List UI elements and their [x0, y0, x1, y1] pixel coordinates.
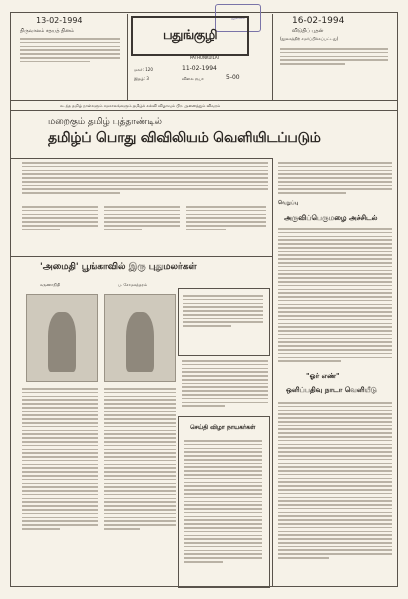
- top-border: [10, 12, 398, 13]
- right-date-line2: (நூலகத்திற் சமர்ப்பிக்கப்பட்டது): [280, 36, 339, 41]
- right-date-line1: விடுதிப் புதன்: [292, 28, 324, 34]
- masthead-subtitle: PATHUNKUILAI: [190, 55, 219, 60]
- masthead-logo: [131, 16, 249, 56]
- kicker: மறைகும் தமிழ் புத்தாண்டில்: [48, 117, 162, 127]
- sub-heading-2: அருவிப்பெருமழை அச்சிடல்: [284, 214, 378, 222]
- column-divider-right: [272, 158, 273, 586]
- price-label: விலை ரூபா: [182, 76, 204, 81]
- notice-box: [178, 288, 270, 356]
- header-divider-left: [127, 14, 128, 100]
- library-stamp: நூலகம்: [215, 4, 261, 32]
- right-date: 16-02-1994: [292, 16, 345, 26]
- headline-rule: [10, 158, 272, 159]
- lower-column-2: [104, 388, 176, 532]
- column-1-text: [22, 206, 98, 232]
- left-header-text: [20, 38, 120, 64]
- right-column-top: [278, 162, 392, 196]
- lower-column-3: [182, 360, 268, 409]
- right-column-middle: [278, 228, 392, 364]
- column-2-text: [104, 206, 180, 232]
- photo-2-caption: ப. சோமசுந்தரம்: [118, 282, 147, 287]
- masthead-title: பதுங்குழி: [162, 28, 218, 43]
- lead-paragraph: [22, 162, 268, 196]
- sub-heading-5: ஒளிப்பதிவு நாடா வெளியீடு: [286, 386, 377, 394]
- tagline-rule: [10, 110, 398, 111]
- left-date: 13-02-1994: [36, 16, 83, 25]
- photo-1-caption: கருணாநிதி: [40, 282, 61, 287]
- header-bottom-rule: [10, 100, 398, 101]
- section-rule-1: [10, 256, 272, 257]
- headline: தமிழ்ப் பொது விவிலியம் வெளியிடப்படும்: [48, 130, 321, 146]
- event-box-text: [184, 440, 262, 565]
- column-3-text: [186, 206, 266, 232]
- right-border: [397, 12, 398, 587]
- right-header-text: [280, 48, 388, 67]
- box-heading: செய்தி விழா நாயகர்கள்: [190, 424, 256, 431]
- sub-heading-1: 'அமைதி' பூங்காவில் இரு புதுமலர்கள்: [40, 262, 197, 272]
- issue-date: 11-02-1994: [182, 65, 217, 72]
- sub-heading-2-tag: வெறுப்பு: [278, 200, 299, 206]
- price-value: 5-00: [226, 74, 240, 81]
- lower-column-1: [22, 388, 98, 532]
- portrait-photo-2: [104, 294, 176, 382]
- bottom-border: [10, 586, 398, 587]
- right-column-bottom: [278, 402, 392, 561]
- header-divider-right: [272, 14, 273, 100]
- issue-label: மலர்: 120: [134, 67, 153, 72]
- sub-heading-4: "ஓர் எண்": [306, 372, 340, 380]
- tagline: கடந்த தமிழ் நாள்களும் சமகாலங்களும் தமிழ்க் கல்வி விழாவும் பிற அனைத்தும் விவரம்: [60, 103, 221, 108]
- issue-number: இதழ்: 3: [134, 76, 149, 81]
- portrait-photo-1: [26, 294, 98, 382]
- left-border: [10, 12, 11, 587]
- left-date-line: திருவாலம் சதயத் தினம்: [20, 28, 75, 34]
